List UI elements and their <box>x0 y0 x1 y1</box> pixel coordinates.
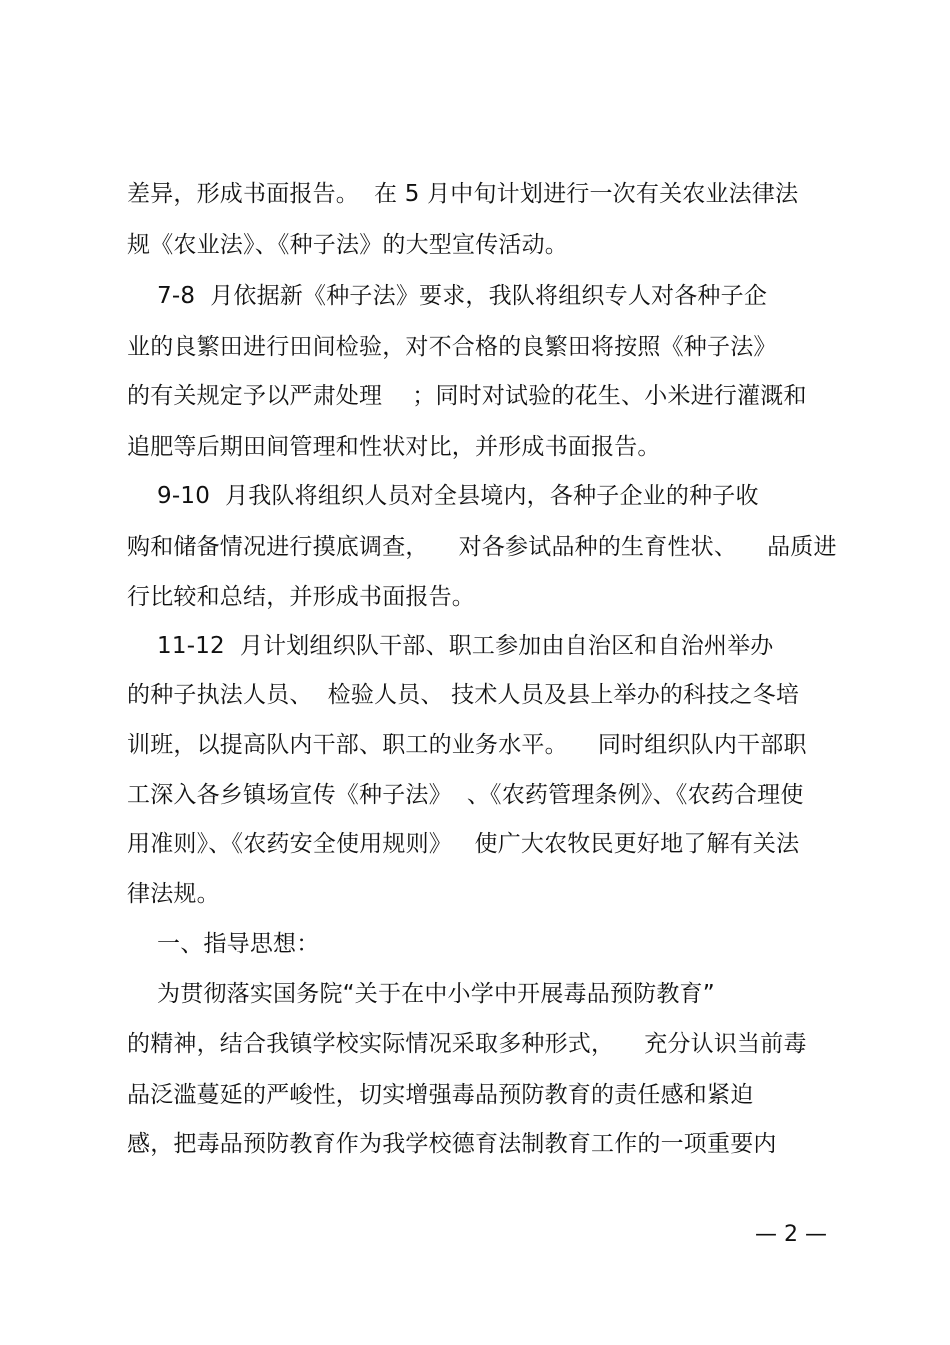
text-line: 训班，以提高队内干部、职工的业务水平。 同时组织队内干部职 <box>127 732 807 758</box>
text-line: 业的良繁田进行田间检验，对不合格的良繁田将按照《种子法》 <box>127 334 777 360</box>
text-line: 的种子执法人员、 检验人员、 技术人员及县上举办的科技之冬培 <box>127 682 800 708</box>
page-number: — 2 — <box>755 1222 827 1247</box>
text-line: 差异，形成书面报告。 在 5 月中旬计划进行一次有关农业法律法 <box>127 181 799 207</box>
text-line: 品泛滥蔓延的严峻性，切实增强毒品预防教育的责任感和紧迫 <box>127 1082 754 1108</box>
text-line: 行比较和总结，并形成书面报告。 <box>127 584 475 610</box>
text-line: 购和储备情况进行摸底调查， 对各参试品种的生育性状、 品质进 <box>127 534 837 560</box>
text-line: 的精神，结合我镇学校实际情况采取多种形式， 充分认识当前毒 <box>127 1031 807 1057</box>
text-line: 律法规。 <box>127 881 220 907</box>
text-line: 感，把毒品预防教育作为我学校德育法制教育工作的一项重要内 <box>127 1131 777 1157</box>
text-line: 规《农业法》、《种子法》的大型宣传活动。 <box>127 232 568 258</box>
section-heading: 一、指导思想： <box>127 931 320 957</box>
text-line: 7-8 月依据新《种子法》要求，我队将组织专人对各种子企 <box>127 283 768 309</box>
text-line: 11-12 月计划组织队干部、职工参加由自治区和自治州举办 <box>127 633 774 659</box>
text-line: 工深入各乡镇场宣传《种子法》 、《农药管理条例》、《农药合理使 <box>127 782 804 808</box>
text-line: 9-10 月我队将组织人员对全县境内，各种子企业的种子收 <box>127 483 759 509</box>
text-line: 用准则》、《农药安全使用规则》 使广大农牧民更好地了解有关法 <box>127 831 800 857</box>
text-line: 追肥等后期田间管理和性状对比，并形成书面报告。 <box>127 434 661 460</box>
text-line: 为贯彻落实国务院“关于在中小学中开展毒品预防教育” <box>127 981 715 1007</box>
text-line: 的有关规定予以严肃处理 ；同时对试验的花生、小米进行灌溉和 <box>127 383 807 409</box>
